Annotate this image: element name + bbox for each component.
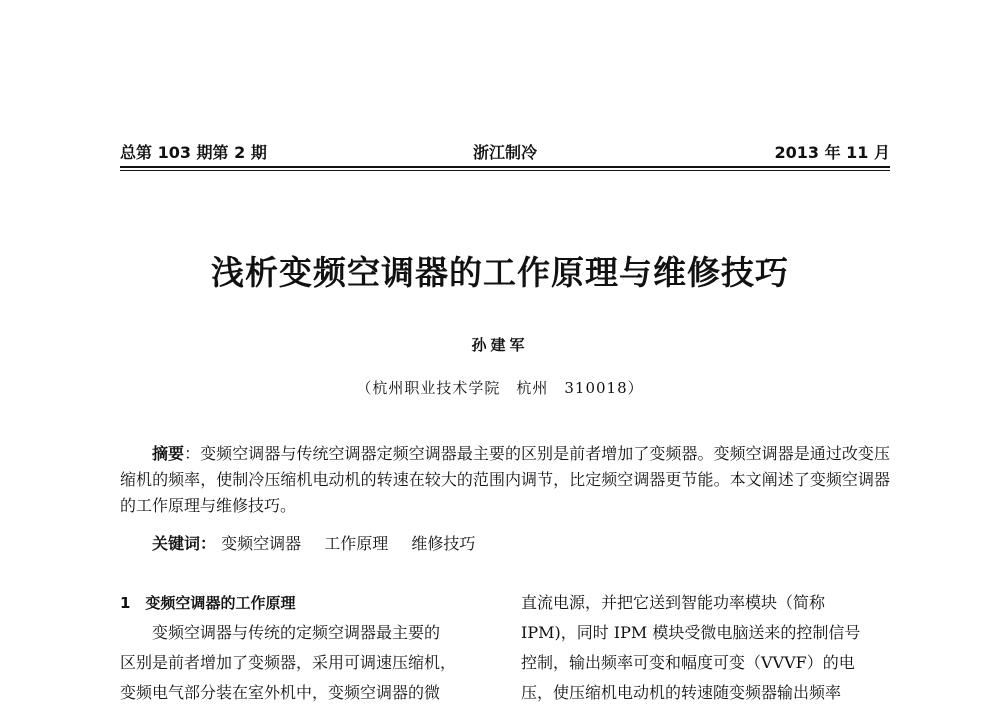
article-title: 浅析变频空调器的工作原理与维修技巧 (211, 253, 789, 292)
header-rule-thin (120, 170, 890, 171)
keyword-item: 工作原理 (324, 534, 389, 553)
body-line: 压，使压缩机电动机的转速随变频器输出频率 (521, 683, 842, 702)
body-line: 变频电气部分装在室外机中，变频空调器的微 (120, 683, 441, 702)
keywords-label: 关键词 (152, 534, 201, 553)
left-column (120, 588, 490, 708)
body-line: 直流电源，并把它送到智能功率模块（简称 (521, 593, 826, 612)
keyword-item: 变频空调器 (221, 534, 302, 553)
publication-date: 2013 年 11 月 (774, 143, 890, 162)
keyword-item: 维修技巧 (411, 534, 476, 553)
header-rule-thick (120, 166, 890, 168)
keywords-separator: ： (200, 534, 217, 553)
abstract-text: ：变频空调器与传统空调器定频空调器最主要的区别是前者增加了变频器。变频空调器是通过改变压缩机的频率，使制冷压缩机电动机的转速在较大的范围内调节，比定频空调器更节能。本文阐述了变频空调器的工作原理与维修技巧。 (120, 444, 890, 515)
body-line: 区别是前者增加了变频器，采用可调速压缩机， (120, 653, 457, 672)
section-heading: 1 变频空调器的工作原理 (120, 594, 296, 612)
abstract (120, 441, 890, 519)
body-line: 变频空调器与传统的定频空调器最主要的 (152, 623, 441, 642)
right-column (521, 588, 891, 708)
abstract-label: 摘要 (152, 444, 185, 463)
body-line: 控制，输出频率可变和幅度可变（VVVF）的电 (521, 653, 855, 672)
author-name: 孙建军 (471, 336, 529, 354)
running-header (120, 140, 890, 164)
author-affiliation: （杭州职业技术学院 杭州 310018） (356, 379, 644, 397)
body-line: IPM)，同时 IPM 模块受微电脑送来的控制信号 (521, 623, 861, 642)
journal-name: 浙江制冷 (472, 143, 537, 162)
issue-number: 总第 103 期第 2 期 (120, 143, 267, 162)
keywords (152, 531, 493, 554)
